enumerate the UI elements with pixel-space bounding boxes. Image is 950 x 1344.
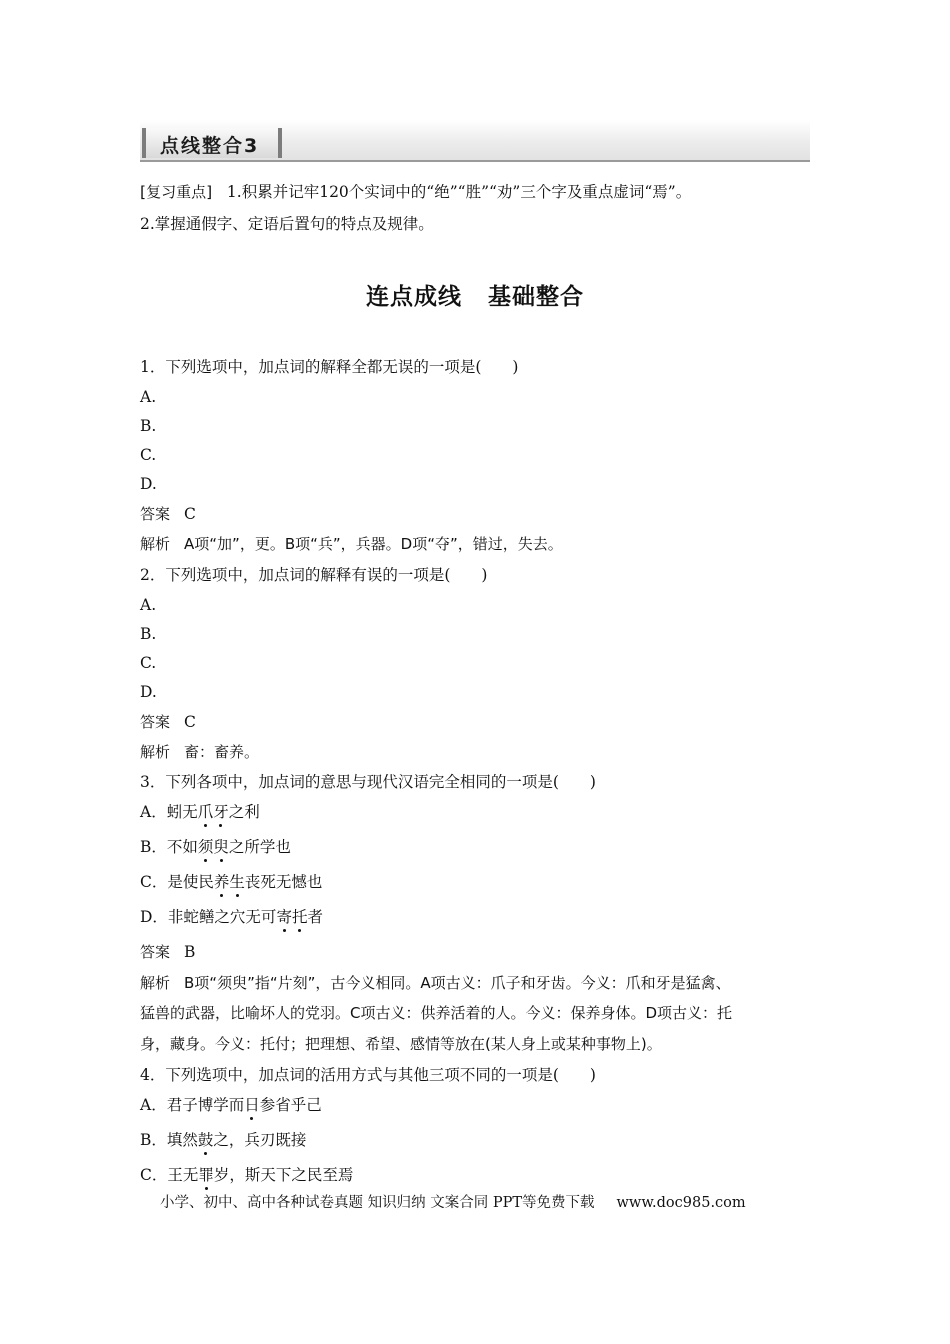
option-text: C．是使民 <box>140 873 214 891</box>
page-footer <box>160 1191 746 1212</box>
analysis-label: 解析 <box>140 535 171 553</box>
option-text: 岁，斯天下之民至焉 <box>213 1166 354 1184</box>
q1-answer <box>140 504 196 524</box>
q3-option-a <box>140 802 260 822</box>
option-text: 丧死无憾也 <box>244 873 323 891</box>
q1-option-a: A. <box>140 388 157 406</box>
review-line-1: [复习重点] 1.积累并记牢120个实词中的“绝”“胜”“劝”三个字及重点虚词“焉”。 <box>140 183 692 201</box>
q2-answer <box>140 712 196 732</box>
option-text: 参省乎己 <box>259 1096 322 1114</box>
footer-url[interactable]: www.doc985.com <box>616 1195 746 1211</box>
q4-option-c <box>140 1165 353 1185</box>
option-text: D．非蛇鳝之穴无可 <box>140 908 277 926</box>
emphasized-char: 日 <box>244 1096 260 1114</box>
option-text: 之利 <box>228 803 260 821</box>
option-text: 之，兵刃既接 <box>213 1131 307 1149</box>
q2-option-d: D. <box>140 683 157 701</box>
section-title-b: 基础整合 <box>488 284 584 310</box>
emphasized-char: 罪 <box>198 1166 214 1184</box>
option-text: C．王无 <box>140 1166 199 1184</box>
q3-option-d <box>140 907 323 927</box>
emphasized-char: 爪 <box>197 803 214 821</box>
q4-stem: 4．下列选项中，加点词的活用方式与其他三项不同的一项是( ) <box>140 1066 596 1084</box>
q3-analysis-text-3: 身，藏身。今义：托付；把理想、希望、感情等放在(某人身上或某种事物上)。 <box>140 1035 662 1053</box>
emphasized-char: 养 <box>213 873 230 891</box>
emphasized-char: 牙 <box>213 803 229 821</box>
answer-label: 答案 <box>140 943 171 961</box>
q4-option-a <box>140 1095 322 1115</box>
emphasized-char: 寄 <box>276 908 292 926</box>
q1-analysis-text: A项“加”，更。B项“兵”，兵器。D项“夺”，错过，失去。 <box>184 535 563 553</box>
answer-label: 答案 <box>140 713 171 731</box>
option-text: 之所学也 <box>228 838 291 856</box>
emphasized-char: 臾 <box>213 838 229 856</box>
q3-option-b <box>140 837 291 857</box>
analysis-label: 解析 <box>140 743 171 761</box>
section-title-a: 连点成线 <box>366 284 462 310</box>
answer-label: 答案 <box>140 505 171 523</box>
q3-analysis-text-1: B项“须臾”指“片刻”，古今义相同。A项古义：爪子和牙齿。今义：爪和牙是猛禽、 <box>184 974 731 992</box>
option-text: B．填然 <box>140 1131 198 1149</box>
q3-stem: 3．下列各项中，加点词的意思与现代汉语完全相同的一项是( ) <box>140 773 596 791</box>
section-title <box>0 278 950 311</box>
q2-option-c: C. <box>140 654 157 672</box>
review-point-1: 1.积累并记牢120个实词中的“绝”“胜”“劝”三个字及重点虚词“焉”。 <box>226 183 692 201</box>
q2-option-b: B. <box>140 625 157 643</box>
option-text: 者 <box>307 908 323 926</box>
q1-stem: 1．下列选项中，加点词的解释全都无误的一项是( ) <box>140 358 519 376</box>
header-rule <box>140 160 810 162</box>
q2-analysis-text: 畜：畜养。 <box>184 743 260 761</box>
q2-analysis <box>140 742 259 762</box>
review-label: 复习重点 <box>146 183 207 201</box>
q2-stem: 2．下列选项中，加点词的解释有误的一项是( ) <box>140 566 488 584</box>
option-text: B．不如 <box>140 838 198 856</box>
q1-answer-value: C <box>184 505 196 523</box>
q3-answer-value: B <box>184 943 196 961</box>
q3-option-c <box>140 872 322 892</box>
emphasized-char: 托 <box>291 908 308 926</box>
q4-option-b <box>140 1130 306 1150</box>
q3-analysis <box>140 973 731 993</box>
q3-answer <box>140 942 195 962</box>
q1-option-d: D. <box>140 475 157 493</box>
section-header-title: 点线整合3 <box>160 135 260 157</box>
review-point-2: 2.掌握通假字、定语后置句的特点及规律。 <box>140 215 434 233</box>
q1-option-c: C. <box>140 446 157 464</box>
q1-analysis <box>140 534 563 554</box>
emphasized-char: 生 <box>229 873 245 891</box>
option-text: A．蚓无 <box>140 803 198 821</box>
q2-option-a: A. <box>140 596 157 614</box>
q3-analysis-text-2: 猛兽的武器，比喻坏人的党羽。C项古义：供养活着的人。今义：保养身体。D项古义：托 <box>140 1004 733 1022</box>
analysis-label: 解析 <box>140 974 171 992</box>
emphasized-char: 鼓 <box>197 1131 214 1149</box>
q2-answer-value: C <box>184 713 196 731</box>
footer-text: 小学、初中、高中各种试卷真题 知识归纳 文案合同 PPT等免费下载 <box>160 1195 595 1211</box>
q1-option-b: B. <box>140 417 157 435</box>
option-text: A．君子博学而 <box>140 1096 245 1114</box>
emphasized-char: 须 <box>197 838 214 856</box>
